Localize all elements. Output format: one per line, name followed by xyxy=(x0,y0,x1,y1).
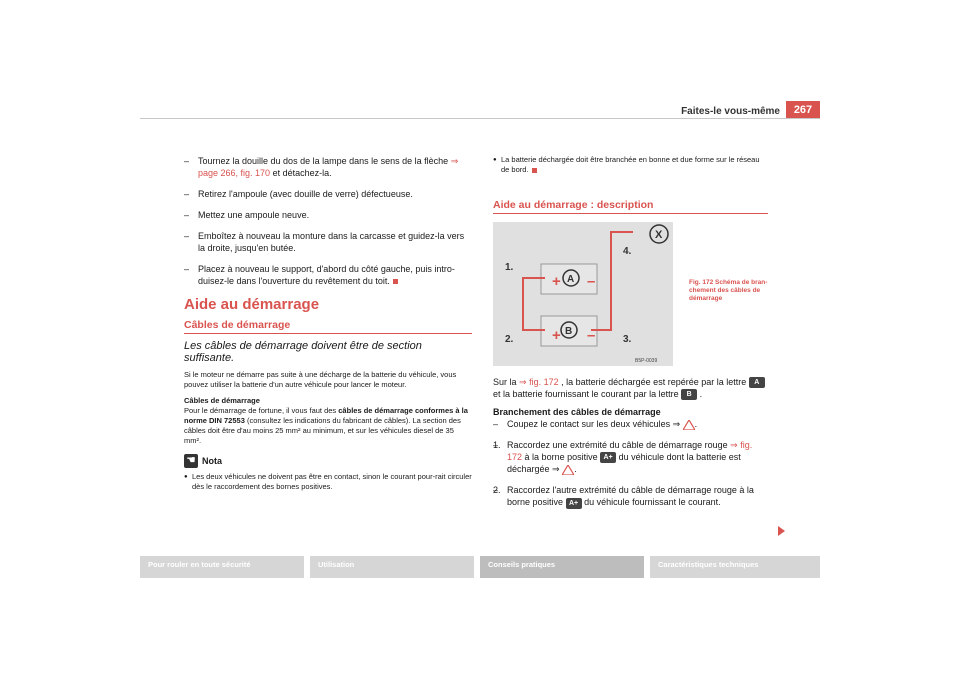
label-b: B xyxy=(565,326,573,337)
step-item: – Mettez une ampoule neuve. xyxy=(184,209,472,221)
hand-icon: ☚ xyxy=(184,454,198,468)
right-column xyxy=(493,155,768,518)
label-x: X xyxy=(655,229,663,241)
step-item xyxy=(184,155,472,179)
figure-code: B5P-0039 xyxy=(635,358,658,364)
label-3: 3. xyxy=(623,334,632,345)
plus-badge: A+ xyxy=(566,498,582,509)
paragraph: Si le moteur ne démarre pas suite à une décharge de la batterie du véhicule, vous pouvez utiliser la batterie d'un autre véhicule pour lancer le moteur. xyxy=(184,370,457,389)
step-item xyxy=(184,263,472,287)
figure-caption: Fig. 172 Schéma de bran-chement des câbles de démarrage xyxy=(689,279,768,302)
subsection-title: Aide au démarrage : description xyxy=(493,199,768,214)
note-header xyxy=(184,454,472,468)
battery-a-badge: A xyxy=(749,377,765,388)
paragraph: Pour le démarrage de fortune, il vous faut des câbles de démarrage conformes à la norme DIN 72553 (consultez les indications du fabricant de câbles). La section des câbles doit être d'au moins 25 mm² au minimum, et sur les véhicules diesel de 35 mm². xyxy=(184,406,468,445)
step-number: – 2. xyxy=(493,485,501,496)
header-rule xyxy=(140,118,820,119)
plus-b: + xyxy=(552,327,561,344)
end-marker-icon xyxy=(393,279,398,284)
minus-b: – xyxy=(587,327,596,344)
end-marker-icon xyxy=(532,168,537,173)
plus-a: + xyxy=(552,273,561,290)
step-item: – Emboîtez à nouveau la monture dans la carcasse et guidez-la vers la droite, jusqu'en butée. xyxy=(184,230,472,254)
section-title: Aide au démarrage xyxy=(184,296,320,313)
footer-tab-safety[interactable]: Pour rouler en toute sécurité xyxy=(140,556,304,578)
fig-link[interactable]: ⇒ fig. 172 xyxy=(507,440,753,463)
plus-badge: A+ xyxy=(600,452,616,463)
paragraph-title: Branchement des câbles de démarrage xyxy=(493,407,661,418)
fig-link[interactable]: ⇒ fig. 172 xyxy=(519,377,559,387)
footer-tab-specs[interactable]: Caractéristiques techniques xyxy=(650,556,820,578)
label-a: A xyxy=(567,274,575,285)
note-text: ● Les deux véhicules ne doivent pas être en contact, sinon le courant pour-rait circuler dès le raccordement des bornes positives. xyxy=(184,472,472,492)
footer-tab-usage[interactable]: Utilisation xyxy=(310,556,474,578)
step-text: Tournez la douille du dos de la lampe dans le sens de la flèche xyxy=(198,156,449,166)
numbered-step: – 1. Raccordez une extrémité du câble de démarrage rouge ⇒ fig. 172 à la borne positive A+ du véhicule dont la batterie est déchargée ⇒ . xyxy=(493,439,768,475)
jump-start-svg xyxy=(493,222,673,366)
paragraph-title: Câbles de démarrage xyxy=(184,396,260,405)
step-number: – 1. xyxy=(493,440,501,451)
minus-a: – xyxy=(587,273,596,290)
step-item: – Retirez l'ampoule (avec douille de verre) défectueuse. xyxy=(184,188,472,200)
step-text: et détachez-la. xyxy=(272,168,332,178)
warning-icon xyxy=(683,420,695,430)
left-column xyxy=(184,155,472,492)
subsection-title: Câbles de démarrage xyxy=(184,319,472,334)
label-4: 4. xyxy=(623,246,632,257)
footer-tab-tips[interactable]: Conseils pratiques xyxy=(480,556,644,578)
next-page-arrow-icon[interactable] xyxy=(778,526,785,536)
battery-b-badge: B xyxy=(681,389,697,400)
page-link[interactable]: ⇒ page 266, fig. 170 xyxy=(198,156,459,178)
label-1: 1. xyxy=(505,262,514,273)
subsection-lead: Les câbles de démarrage doivent être de section suffisante. xyxy=(184,340,422,364)
note-label: Nota xyxy=(202,456,222,466)
label-2: 2. xyxy=(505,334,514,345)
step-item: – Coupez le contact sur les deux véhicules ⇒ . xyxy=(493,418,768,430)
step-text: Placez à nouveau le support, d'abord du côté gauche, puis intro-duisez-le dans l'ouverture du revêtement du toit. xyxy=(198,264,455,286)
page-number: 267 xyxy=(786,101,820,119)
paragraph: Sur la ⇒ fig. 172 , la batterie déchargée est repérée par la lettre A et la batterie fournissant le courant par la lettre B . xyxy=(493,376,768,400)
warning-icon xyxy=(562,465,574,475)
bullet-text: ● La batterie déchargée doit être branchée en bonne et due forme sur le réseau de bord. xyxy=(493,155,768,175)
figure-jump-start-diagram xyxy=(493,222,673,366)
page-header-title: Faites-le vous-même xyxy=(681,106,780,117)
numbered-step: – 2. Raccordez l'autre extrémité du câble de démarrage rouge à la borne positive A+ du véhicule fournissant le courant. xyxy=(493,484,768,508)
